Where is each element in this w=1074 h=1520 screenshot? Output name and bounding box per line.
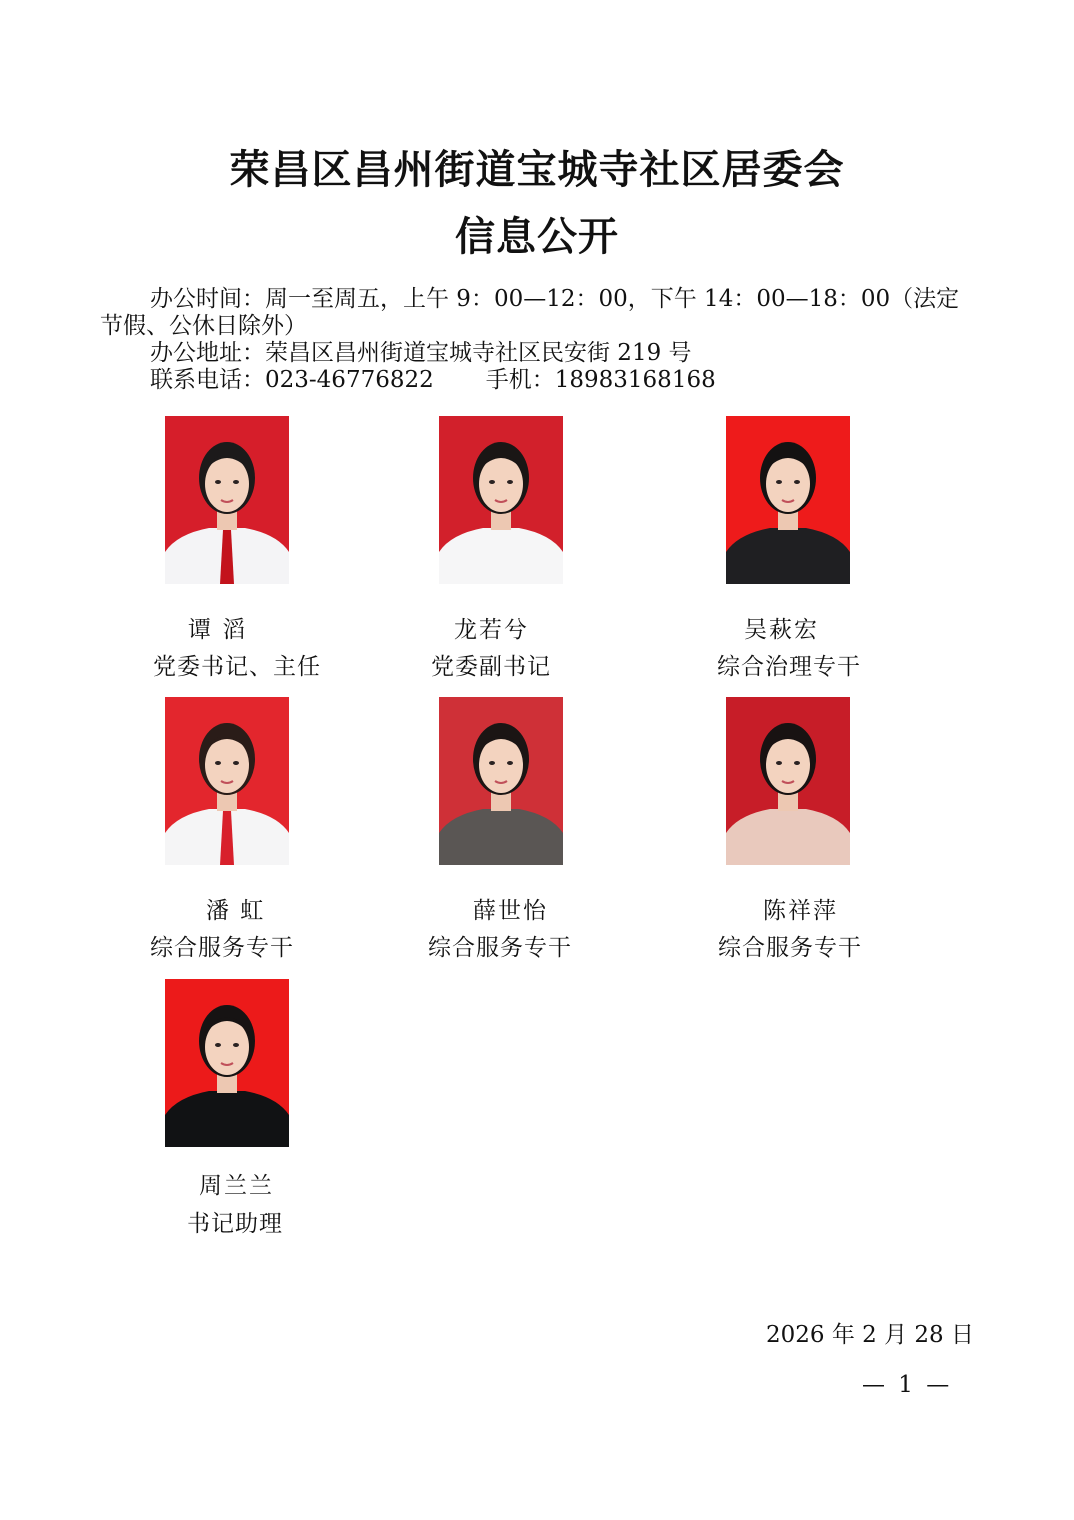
staff-name: 周兰兰: [199, 1173, 274, 1199]
staff-name: 谭 滔: [188, 617, 248, 643]
portrait-photo: [726, 697, 850, 865]
page-title: 荣昌区昌州街道宝城寺社区居委会: [229, 147, 845, 193]
staff-name: 龙若兮: [454, 617, 529, 643]
contact-phones: [100, 367, 980, 394]
staff-name: 薛世怡: [473, 898, 548, 924]
portrait-photo: [439, 697, 563, 865]
staff-name: 陈祥萍: [763, 898, 838, 924]
staff-name: 潘 虹: [206, 898, 266, 924]
portrait-photo: [165, 416, 289, 584]
page-number: — 1 —: [862, 1372, 953, 1398]
office-hours: 办公时间：周一至周五，上午 9：00—12：00，下午 14：00—18：00（法定节假、公休日除外）: [100, 286, 960, 339]
staff-name: 吴萩宏: [744, 617, 819, 643]
staff-role: 综合治理专干: [717, 654, 861, 680]
staff-role: 党委副书记: [431, 654, 551, 680]
staff-role: 综合服务专干: [718, 935, 862, 961]
mobile-number: 手机：18983168168: [485, 367, 716, 393]
portrait-photo: [165, 697, 289, 865]
office-address: 办公地址：荣昌区昌州街道宝城寺社区民安街 219 号: [150, 340, 692, 366]
contact-info: [100, 286, 980, 394]
phone-number: 联系电话：023-46776822: [150, 367, 434, 393]
staff-role: 党委书记、主任: [153, 654, 321, 680]
portrait-photo: [726, 416, 850, 584]
page-subtitle: 信息公开: [455, 214, 619, 260]
document-date: 2026 年 2 月 28 日: [766, 1322, 974, 1348]
staff-role: 书记助理: [187, 1211, 283, 1237]
staff-role: 综合服务专干: [150, 935, 294, 961]
portrait-photo: [165, 979, 289, 1147]
staff-role: 综合服务专干: [428, 935, 572, 961]
portrait-photo: [439, 416, 563, 584]
